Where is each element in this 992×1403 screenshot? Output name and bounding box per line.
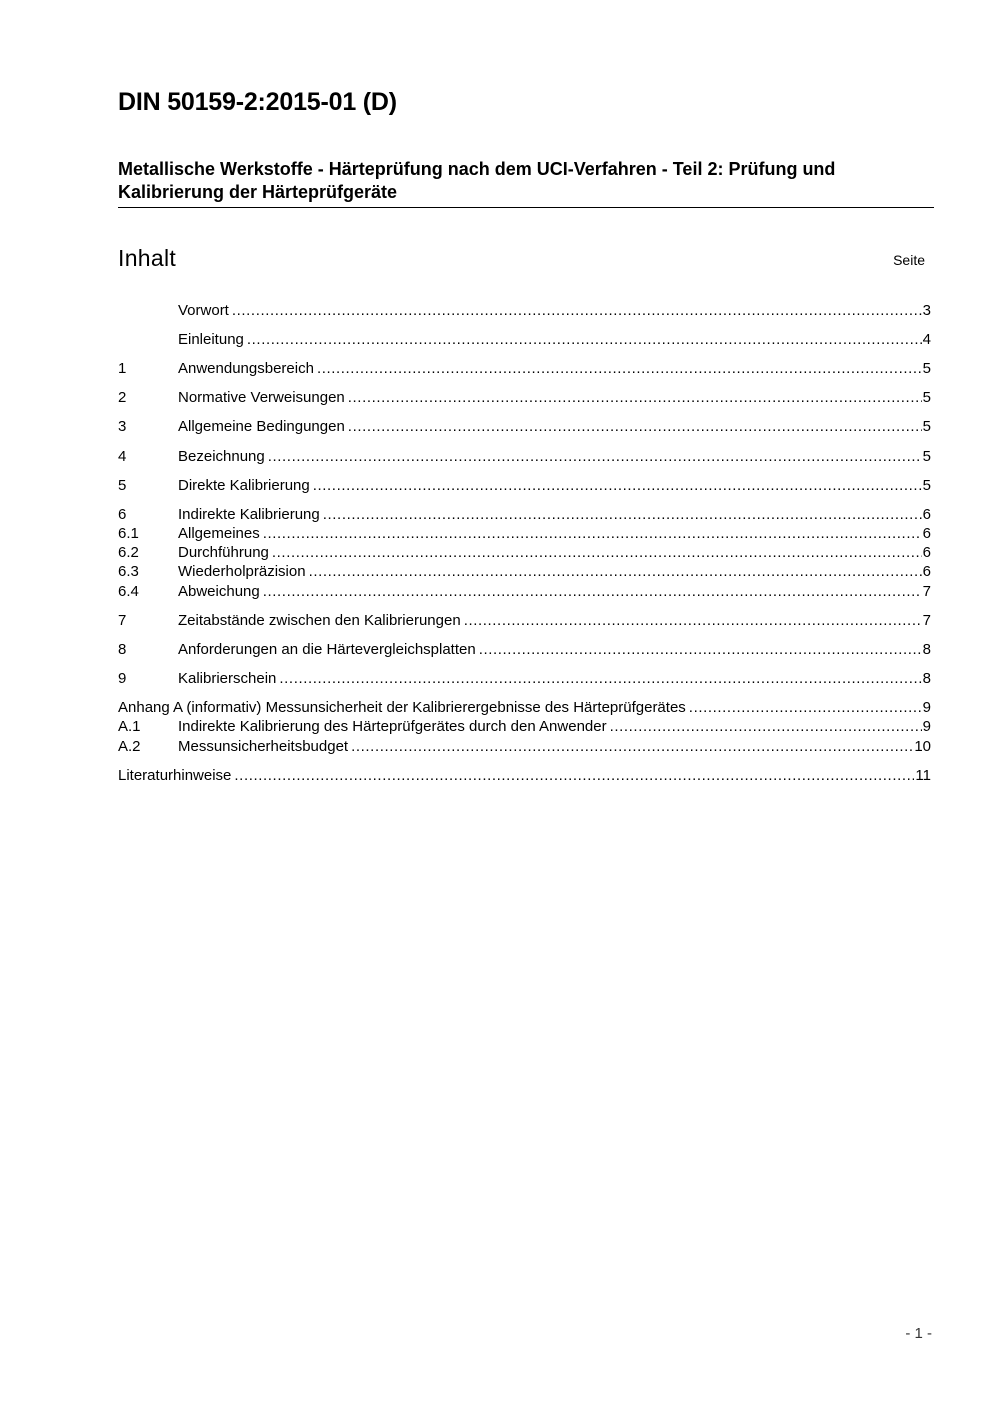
toc-page-label: Seite: [893, 252, 925, 268]
toc-entry[interactable]: [118, 717, 931, 736]
toc-entry-title: Anforderungen an die Härtevergleichsplatten: [178, 641, 476, 658]
toc-entry-number: 2: [118, 389, 127, 406]
toc-entry-title: Allgemeines: [178, 525, 260, 542]
toc-dot-leader: [263, 524, 922, 543]
document-id: DIN 50159-2:2015-01 (D): [118, 88, 397, 116]
toc-entry-number: 5: [118, 477, 127, 494]
toc-entry-number: 9: [118, 670, 127, 687]
toc-dot-leader: [351, 737, 913, 756]
toc-entry[interactable]: [118, 417, 931, 436]
toc-entry[interactable]: [118, 505, 931, 524]
toc-entry[interactable]: [118, 388, 931, 407]
toc-entry-number: 6.3: [118, 563, 139, 580]
toc-entry[interactable]: [118, 737, 931, 756]
toc-entry-page: 8: [922, 641, 931, 658]
toc-entry-title: Kalibrierschein: [178, 670, 277, 687]
toc-entry-number: 6: [118, 506, 127, 523]
toc-entry-page: 11: [915, 767, 931, 784]
toc-entry-page: 6: [922, 563, 931, 580]
toc-entry-page: 5: [922, 418, 931, 435]
toc-entry-page: 4: [922, 331, 931, 348]
toc-dot-leader: [272, 543, 922, 562]
toc-entry-title: Normative Verweisungen: [178, 389, 345, 406]
toc-dot-leader: [464, 611, 922, 630]
toc-entry[interactable]: [118, 524, 931, 543]
toc-entry[interactable]: [118, 447, 931, 466]
toc-entry-number: 4: [118, 448, 127, 465]
toc-entry-page: 7: [922, 583, 931, 600]
toc-entry-title: Indirekte Kalibrierung des Härteprüfgerätes durch den Anwender: [178, 718, 607, 735]
toc-entry[interactable]: [118, 640, 931, 659]
toc-entry-title: Abweichung: [178, 583, 260, 600]
toc-entry-title: Anwendungsbereich: [178, 360, 314, 377]
page-number: - 1 -: [905, 1325, 932, 1342]
toc-entry-page: 6: [922, 525, 931, 542]
toc-entry-title: Bezeichnung: [178, 448, 265, 465]
toc-entry[interactable]: [118, 669, 931, 688]
toc-dot-leader: [317, 359, 922, 378]
toc-entry-number: 7: [118, 612, 127, 629]
toc-dot-leader: [232, 301, 922, 320]
toc-entry[interactable]: [118, 543, 931, 562]
toc-entry-title: Einleitung: [178, 331, 244, 348]
toc-entry[interactable]: [118, 476, 931, 495]
toc-entry[interactable]: [118, 582, 931, 601]
toc-entry-title: Wiederholpräzision: [178, 563, 306, 580]
document-subtitle: Metallische Werkstoffe - Härteprüfung nach dem UCI-Verfahren - Teil 2: Prüfung und Kalibrierung der Härteprüfgeräte: [118, 158, 934, 208]
toc-dot-leader: [348, 417, 922, 436]
toc-dot-leader: [234, 766, 914, 785]
toc-entry-page: 6: [922, 544, 931, 561]
toc-entry[interactable]: [118, 330, 931, 349]
toc-dot-leader: [309, 562, 922, 581]
toc-entry-number: 6.1: [118, 525, 139, 542]
toc-entry-number: 6.2: [118, 544, 139, 561]
toc-entry-page: 9: [922, 699, 931, 716]
toc-entry-title: Anhang A (informativ) Messunsicherheit der Kalibrierergebnisse des Härteprüfgerätes: [118, 699, 686, 716]
toc-entry-title: Vorwort: [178, 302, 229, 319]
toc-heading: Inhalt: [118, 245, 177, 271]
toc-dot-leader: [268, 447, 922, 466]
toc-entry-number: A.2: [118, 738, 141, 755]
toc-entry-title: Indirekte Kalibrierung: [178, 506, 320, 523]
toc-dot-leader: [348, 388, 922, 407]
toc-entry-page: 5: [922, 477, 931, 494]
toc-entry-number: A.1: [118, 718, 141, 735]
toc-entry[interactable]: [118, 698, 931, 717]
toc-entry[interactable]: [118, 562, 931, 581]
toc-entry[interactable]: [118, 766, 931, 785]
toc-entry-page: 10: [914, 738, 931, 755]
toc-entry[interactable]: [118, 301, 931, 320]
toc-dot-leader: [479, 640, 922, 659]
toc-entry-title: Literaturhinweise: [118, 767, 232, 784]
toc-dot-leader: [610, 717, 922, 736]
toc-entry[interactable]: [118, 359, 931, 378]
toc-dot-leader: [263, 582, 922, 601]
toc-entry-page: 6: [922, 506, 931, 523]
toc-entry-number: 8: [118, 641, 127, 658]
toc-dot-leader: [323, 505, 922, 524]
toc-entry-number: 3: [118, 418, 127, 435]
toc-dot-leader: [689, 698, 922, 717]
toc-entry[interactable]: [118, 611, 931, 630]
toc-entry-title: Allgemeine Bedingungen: [178, 418, 345, 435]
toc-entry-number: 6.4: [118, 583, 139, 600]
toc-entry-page: 5: [922, 389, 931, 406]
toc-dot-leader: [313, 476, 922, 495]
toc-entry-title: Zeitabstände zwischen den Kalibrierungen: [178, 612, 461, 629]
toc-dot-leader: [247, 330, 922, 349]
toc-entry-page: 3: [922, 302, 931, 319]
toc-entry-number: 1: [118, 360, 127, 377]
toc-entry-page: 5: [922, 448, 931, 465]
toc-entry-page: 5: [922, 360, 931, 377]
toc-entry-page: 9: [922, 718, 931, 735]
toc-entry-page: 7: [922, 612, 931, 629]
toc-entry-title: Durchführung: [178, 544, 269, 561]
toc-entry-title: Messunsicherheitsbudget: [178, 738, 349, 755]
toc-dot-leader: [279, 669, 921, 688]
toc-entry-page: 8: [922, 670, 931, 687]
toc-entry-title: Direkte Kalibrierung: [178, 477, 310, 494]
